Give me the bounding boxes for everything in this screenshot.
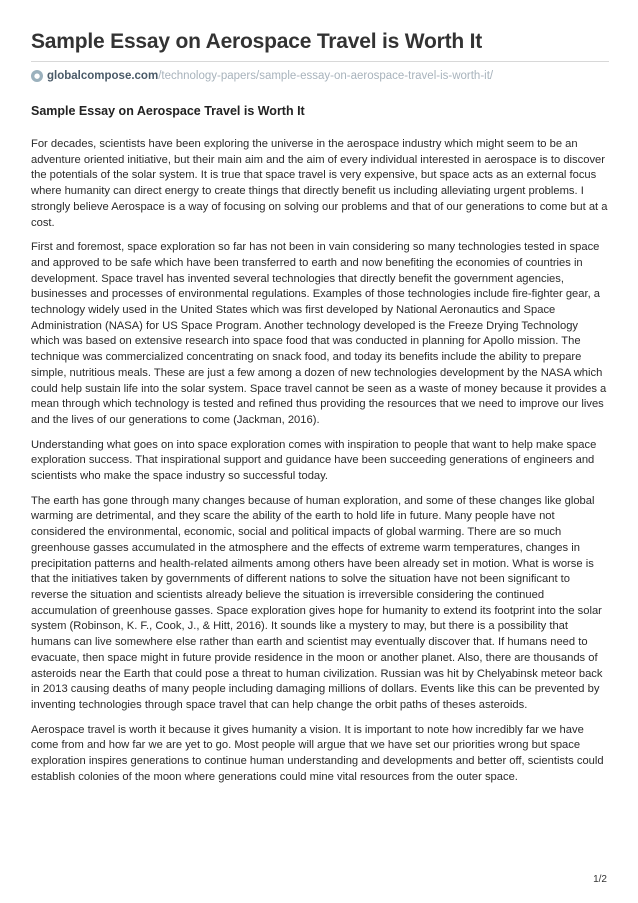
essay-heading: Sample Essay on Aerospace Travel is Worth It (31, 104, 305, 118)
page-number: 1/2 (593, 874, 607, 885)
source-domain[interactable]: globalcompose.com (47, 70, 159, 82)
essay-body (31, 137, 609, 794)
title-divider (31, 61, 609, 62)
paragraph: The earth has gone through many changes because of human exploration, and some of these changes like global warming are detrimental, and they scare the ability of the earth to hold life in future. Many people have not considered the environmental, economic, social and political impacts of global warming. There are so much greenhouse gasses accumulated in the atmosphere and the effects of extreme warm temperatures, changes in precipitation patterns and health-related ailments among others have been already set in motion. What is worse is that the initiatives taken by governments of different nations to solve the situation have not been significant to reverse the situation and scientists already believe the situation is irreversible considering the continued accumulation of greenhouse gasses. Space exploration gives hope for humanity to extend its footprint into the solar system (Robinson, K. F., Cook, J., & Hitt, 2016). It sounds like a mystery to may, but there is a possibility that humans can live somewhere else rather than earth and scientist may eventually discover that. If humans need to evacuate, then space might in future provide residence in the moon or another planet. Also, there are thousands of asteroids near the Earth that could pose a threat to human civilization. Russian was hit by Chelyabinsk meteor back in 2013 causing deaths of many people including damaging millions of dollars. Events like this can be prevented by inventing technologies through space travel that can help change the orbit paths of theses asteroids. (31, 494, 603, 711)
paragraph: For decades, scientists have been exploring the universe in the aerospace industry which might seem to be an adventure oriented initiative, but their main aim and the aim of every individual interested in aerospace is to discover the potentials of the solar system. It is true that space travel is very expensive, but space acts as an external focus where humanity can direct energy to create things that directly benefit us including alleviating urgent problems. I strongly believe Aerospace is a way of focusing on solving our problems and that of our generations to come but at a cost. (31, 138, 608, 229)
globe-icon: ● (31, 70, 43, 82)
paragraph: Understanding what goes on into space exploration comes with inspiration to people that want to help make space exploration success. That inspirational support and guidance have been succeeding generations of engineers and scientists who make the space industry so successful today. (31, 438, 597, 483)
source-link[interactable] (31, 68, 493, 84)
paragraph: Aerospace travel is worth it because it gives humanity a vision. It is important to note how incredibly far we have come from and how far we are yet to go. Most people will argue that we have set our priorities wrong but space exploration inspires generations to continue human understanding and developments and better off, scientists could establish colonies of the moon where generations could mine vital resources from the outer space. (31, 723, 604, 783)
document-title: Sample Essay on Aerospace Travel is Worth It (31, 30, 483, 53)
paragraph: First and foremost, space exploration so far has not been in vain considering so many technologies tested in space and approved to be safe which have been transferred to earth and now benefiting the economies of countries in development. Space travel has invented several technologies that directly benefit the government agencies, businesses and processes of environmental regulations. Examples of those technologies include fire-fighter gear, a technology widely used in the United States which was first developed by National Aeronautics and Space Administration (NASA) for US Space Program. Another technology developed is the Freeze Drying Technology which was based on extensive research into space food that was conducted in planning for Apollo mission. The technique was commercialized concentrating on snack food, and today its benefits include the ability to prepare simple, nutritious meals. These are just a few among a dozen of new technologies development by the NASA which could help sustain life into the solar system. Space travel cannot be seen as a waste of money because it provides a mean through which technology is tested and refined thus providing the resources that we need to improve our lives and the lives of our generations to come (Jackman, 2016). (31, 241, 607, 426)
source-path[interactable]: /technology-papers/sample-essay-on-aerospace-travel-is-worth-it/ (158, 70, 494, 82)
